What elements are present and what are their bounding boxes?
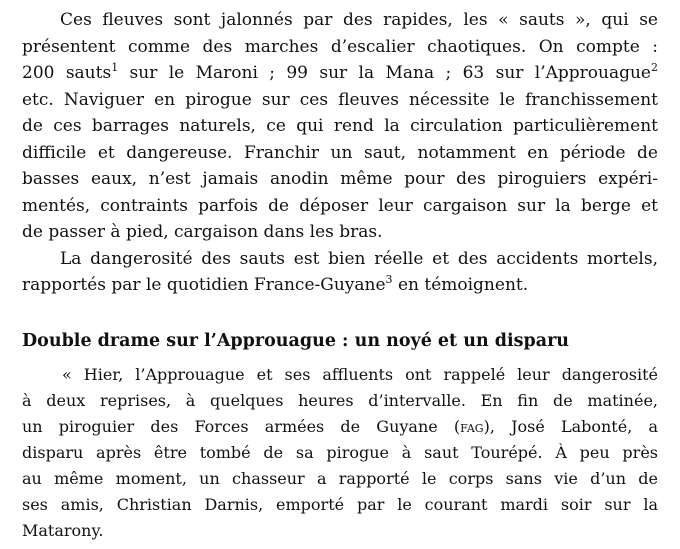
text-line: basses eaux, n’est jamais anodin même pour des piroguiers expéri- [22, 169, 658, 189]
quote-line: « Hier, l’Approuague et ses affluents ont rappelé leur dangerosité [62, 364, 658, 384]
text-line: de ces barrages naturels, ce qui rend la circulation particulièrement [22, 116, 658, 136]
quote-line: disparu après être tombé de sa pirogue à saut Tourépé. À peu près [22, 442, 658, 462]
quote-line: au même moment, un chasseur a rapporté le corps sans vie d’un de [22, 468, 658, 488]
text-fragment: ), José Labonté, a [483, 416, 658, 436]
text-line [22, 272, 658, 299]
text-fragment: 200 sauts [22, 63, 112, 83]
quote-line: ses amis, Christian Darnis, emporté par le courant mardi soir sur la [22, 494, 658, 514]
text-line: La dangerosité des sauts est bien réelle et des accidents mortels, [60, 248, 658, 269]
paragraph-sauts [22, 7, 658, 246]
text-fragment: sur le Maroni ; 99 sur la Mana ; 63 sur l’Approuague [118, 63, 651, 83]
quote-line [22, 414, 658, 440]
text-line: difficile et dangereuse. Franchir un saut, notamment en période de [22, 142, 658, 163]
text-fragment: rapportés par le quotidien France-Guyane [22, 275, 386, 295]
text-line: mentés, contraints parfois de déposer leur cargaison sur la berge et [22, 195, 658, 216]
text-line: présentent comme des marches d’escalier chaotiques. On compte : [22, 36, 658, 57]
text-fragment: en témoignent. [392, 275, 529, 295]
text-line [22, 60, 658, 87]
acronym-fag: fag [460, 416, 484, 436]
quote-line: Matarony. [22, 520, 104, 540]
footnote-ref-3[interactable]: 3 [385, 273, 393, 286]
text-line: Ces fleuves sont jalonnés par des rapides, les « sauts », qui se [60, 10, 658, 30]
footnote-ref-2[interactable]: 2 [651, 61, 658, 74]
text-line: de passer à pied, cargaison dans les bras. [22, 222, 383, 242]
section-heading: Double drame sur l’Approuague : un noyé et un disparu [22, 330, 570, 351]
paragraph-dangerosite [22, 246, 658, 299]
text-fragment: un piroguier des Forces armées de Guyane ( [22, 416, 461, 436]
quoted-article [22, 362, 658, 544]
quote-line: à deux reprises, à quelques heures d’intervalle. En fin de matinée, [22, 390, 658, 410]
text-line: etc. Naviguer en pirogue sur ces fleuves nécessite le franchissement [22, 89, 658, 110]
footnote-ref-1[interactable]: 1 [111, 61, 119, 74]
